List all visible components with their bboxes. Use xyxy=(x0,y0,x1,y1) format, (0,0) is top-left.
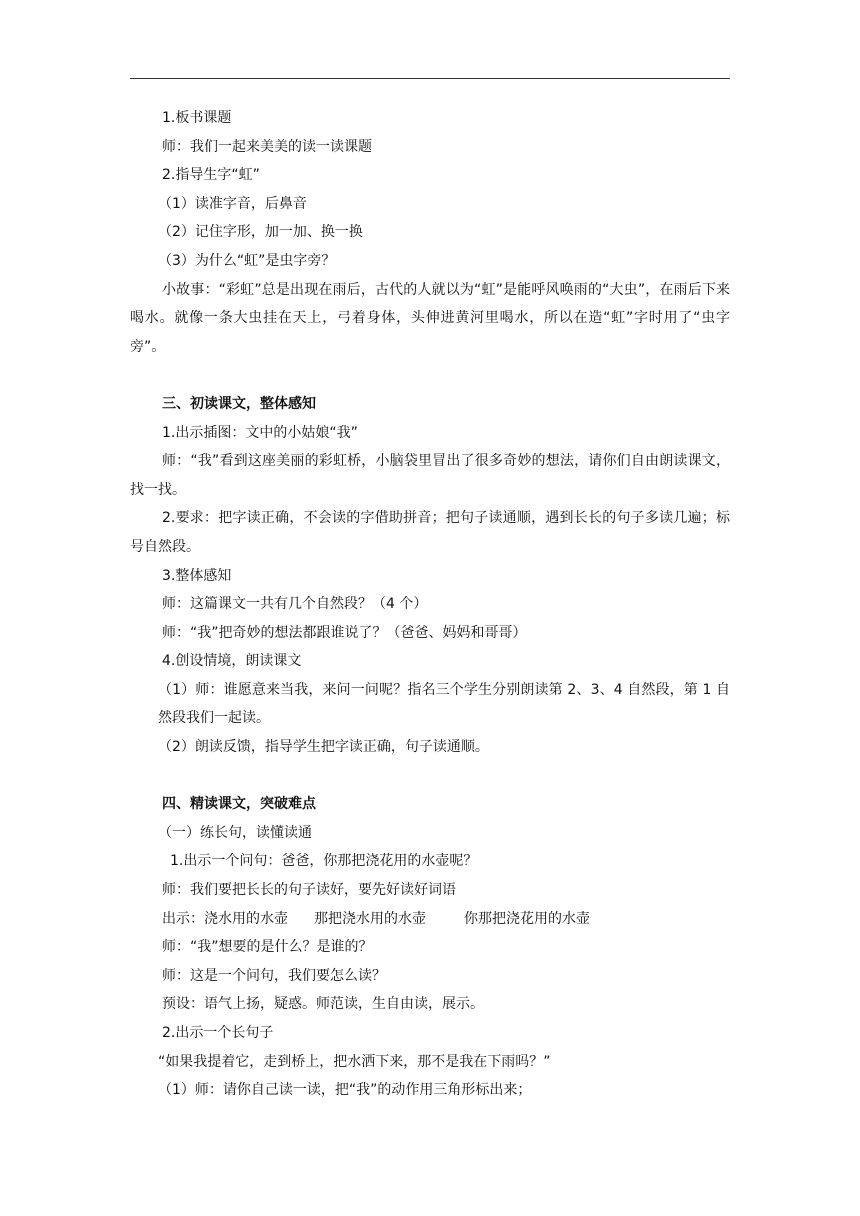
item-heading: 2.出示一个长句子 xyxy=(162,1025,274,1041)
story-paragraph: 小故事：“彩虹”总是出现在雨后，古代的人就以为“虹”是能呼风唤雨的“大虫”，在雨后下来喝水。就像一条大虫挂在天上，弓着身体，头伸进黄河里喝水，所以在造“虹”字时用了“虫字旁”。 xyxy=(130,281,730,355)
spacer xyxy=(130,361,730,390)
sub-item: （1）读准字音，后鼻音 xyxy=(158,195,307,212)
sub-item-paragraph xyxy=(130,676,730,733)
spacer xyxy=(130,762,730,791)
sub-item: （2）记住字形，加一加、换一换 xyxy=(158,224,363,241)
sub-item: （1）师：请你自己读一读，把“我”的动作用三角形标出来； xyxy=(158,1082,532,1099)
item-heading: 1.出示插图：文中的小姑娘“我” xyxy=(162,424,358,441)
phrase-display xyxy=(130,905,730,934)
quoted-sentence: “如果我提着它，走到桥上，把水洒下来，那不是我在下雨吗？” xyxy=(158,1053,551,1070)
sub-item-text: （1）师：谁愿意来当我，来问一问呢？指名三个学生分别朗读第 2、3、4 自然段，第 1 自然段我们一起读。 xyxy=(158,681,730,727)
phrase-item: 出示：浇水用的水壶 xyxy=(162,910,288,927)
preset-line: 预设：语气上扬，疑惑。师范读，生自由读，展示。 xyxy=(162,996,484,1013)
phrase-item: 你那把浇花用的水壶 xyxy=(464,910,590,927)
header-rule xyxy=(130,78,730,79)
document-body xyxy=(130,104,730,1105)
item-heading: 2.指导生字“虹” xyxy=(162,167,260,184)
phrase-item: 那把浇水用的水壶 xyxy=(314,910,426,927)
teacher-line: 师：这篇课文一共有几个自然段？（4 个） xyxy=(162,596,428,613)
item-heading: 1.板书课题 xyxy=(162,110,232,126)
item-heading: 3.整体感知 xyxy=(162,567,232,584)
teacher-paragraph: 师：“我”看到这座美丽的彩虹桥，小脑袋里冒出了很多奇妙的想法，请你们自由朗读课文，找一找。 xyxy=(130,453,730,498)
requirement-paragraph: 2.要求：把字读正确，不会读的字借助拼音；把句子读通顺，遇到长长的句子多读几遍；标号自然段。 xyxy=(130,510,730,555)
item-heading: 4.创设情境，朗读课文 xyxy=(162,653,302,670)
teacher-line: 师：“我”想要的是什么？是谁的？ xyxy=(162,939,373,956)
section-heading: 三、初读课文，整体感知 xyxy=(162,395,316,412)
sub-item: （3）为什么“虹”是虫字旁？ xyxy=(158,252,336,269)
teacher-line: 师：我们一起来美美的读一读课题 xyxy=(162,138,372,155)
item-heading: 1.出示一个问句：爸爸，你那把浇花用的水壶呢？ xyxy=(170,853,478,870)
sub-heading: （一）练长句，读懂读通 xyxy=(158,824,312,841)
teacher-line: 师：“我”把奇妙的想法都跟谁说了？（爸爸、妈妈和哥哥） xyxy=(162,624,527,641)
teacher-line: 师：我们要把长长的句子读好，要先好读好词语 xyxy=(162,882,456,899)
sub-item: （2）朗读反馈，指导学生把字读正确，句子读通顺。 xyxy=(158,739,489,756)
section-heading: 四、精读课文，突破难点 xyxy=(162,796,316,813)
teacher-line: 师：这是一个问句，我们要怎么读？ xyxy=(162,967,386,984)
